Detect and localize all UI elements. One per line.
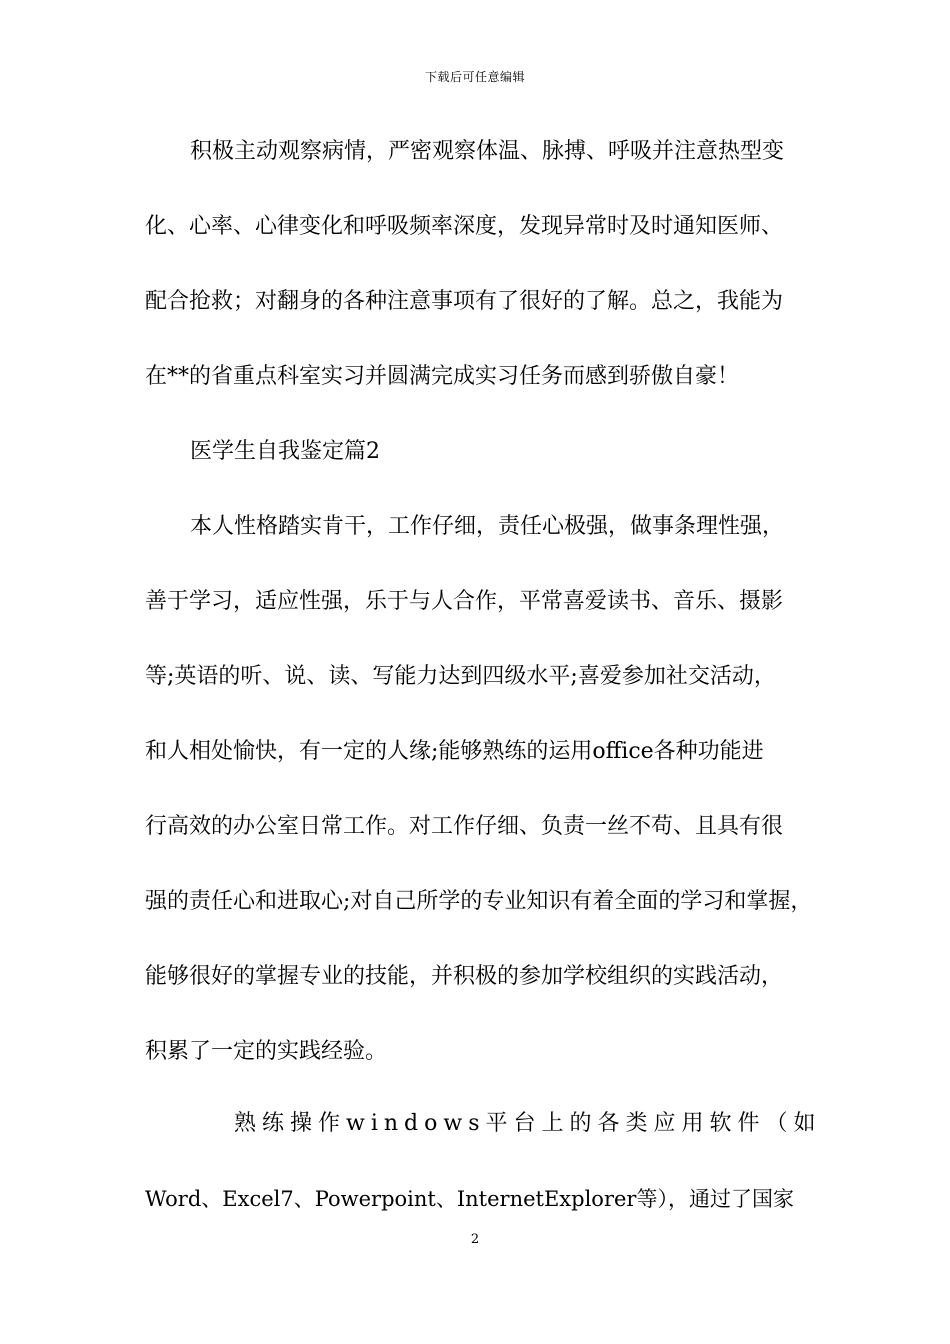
body-line: 在**的省重点科室实习并圆满完成实习任务而感到骄傲自豪！ — [145, 364, 740, 389]
body-line: 善于学习，适应性强，乐于与人合作，平常喜爱读书、音乐、摄影 — [145, 589, 784, 614]
body-line: 本人性格踏实肯干，工作仔细，责任心极强，做事条理性强， — [190, 514, 785, 539]
page-number: 2 — [470, 1232, 480, 1247]
section-heading: 医学生自我鉴定篇2 — [190, 439, 380, 464]
body-line: 配合抢救；对翻身的各种注意事项有了很好的了解。总之，我能为 — [145, 289, 784, 314]
page-header: 下载后可任意编辑 — [424, 70, 525, 84]
body-line: 积极主动观察病情，严密观察体温、脉搏、呼吸并注意热型变 — [190, 139, 785, 164]
body-line: 和人相处愉快，有一定的人缘;能够熟练的运用office各种功能进 — [145, 739, 764, 764]
body-line: 能够很好的掌握专业的技能，并积极的参加学校组织的实践活动， — [145, 964, 784, 989]
body-line: 化、心率、心律变化和呼吸频率深度，发现异常时及时通知医师、 — [145, 214, 784, 239]
body-line: 强的责任心和进取心;对自己所学的专业知识有着全面的学习和掌握， — [145, 889, 813, 914]
body-line: 等;英语的听、说、读、写能力达到四级水平;喜爱参加社交活动， — [145, 664, 776, 689]
body-line: 行高效的办公室日常工作。对工作仔细、负责一丝不苟、且具有很 — [145, 814, 784, 839]
body-line: Word、Excel7、Powerpoint、InternetExplorer等），通过了国家 — [145, 1187, 794, 1211]
body-line: 积累了一定的实践经验。 — [145, 1039, 388, 1064]
body-line: 熟练操作windows平台上的各类应用软件（如 — [234, 1111, 822, 1136]
